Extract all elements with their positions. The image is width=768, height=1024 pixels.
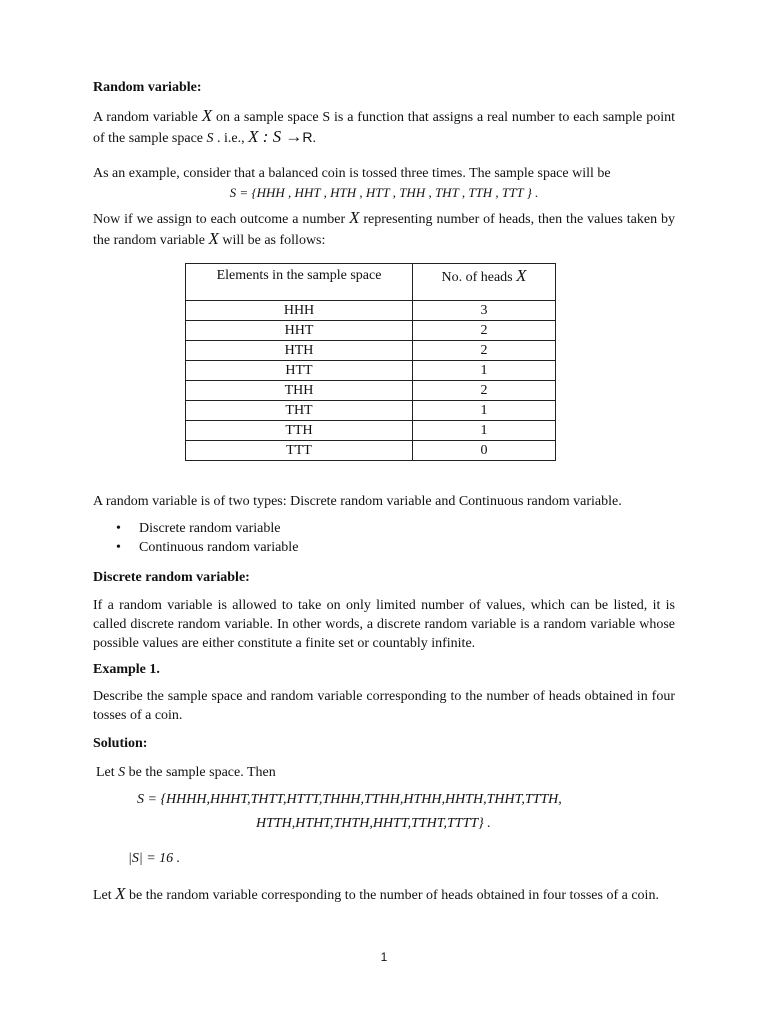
var-s: S [206,131,214,146]
discrete-definition: If a random variable is allowed to take on only limited number of values, which can be listed, it is called discrete random variable. In other words, a discrete random variable is a random variable whose possible values are either constitute a finite set or countably infinite. [93,598,675,651]
sample-space-table [185,263,556,461]
sample-space-cardinality: |S| = 16 . [128,851,181,866]
example-intro: As an example, consider that a balanced coin is tossed three times. The sample space will be [93,166,611,181]
table-row: THH 2 [186,381,556,401]
var-x: X [201,106,213,125]
table-header-heads: No. of heads X [413,264,556,301]
table-row: TTH 1 [186,421,556,441]
heading-random-variable: Random variable: [93,80,202,95]
table-row: TTT 0 [186,441,556,461]
table-header-elements: Elements in the sample space [186,264,413,301]
heading-discrete: Discrete random variable: [93,570,250,585]
table-row: HHH 3 [186,301,556,321]
let-x-sentence: Let X be the random variable corresponding to the number of heads obtained in four tosses of a coin. [93,884,659,903]
table-row: HTH 2 [186,341,556,361]
table-row: HTT 1 [186,361,556,381]
example-1-text: Describe the sample space and random variable corresponding to the number of heads obtained in four tosses of a coin. [93,689,675,723]
sample-space-four-tosses-line2: HTTH,HTHT,THTH,HHTT,TTHT,TTTT} . [256,816,491,831]
types-list [93,519,298,557]
sample-space-four-tosses-line1: S = {HHHH,HHHT,THTT,HTTT,THHH,TTHH,HTHH,HHTH,THHT,TTTH, [137,792,562,807]
mapping-x-s: X : S → [248,127,303,146]
types-sentence: A random variable is of two types: Discrete random variable and Continuous random variable. [93,494,622,509]
bullet-icon: • [116,540,121,555]
table-header-row [186,264,556,301]
random-variable-definition: A random variable X on a sample space S is a function that assigns a real number to each sample point of the sample space S . i.e., X : S →R. [93,106,676,146]
page-number: 1 [380,950,388,964]
list-item: • Continuous random variable [116,540,299,555]
list-item: • Discrete random variable [116,521,281,536]
real-numbers-symbol: R [302,129,313,145]
let-s-sentence: Let S be the sample space. Then [96,765,276,780]
heading-solution: Solution: [93,736,148,751]
table-row: HHT 2 [186,321,556,341]
heading-example-1: Example 1. [93,662,160,677]
assign-paragraph: Now if we assign to each outcome a number X representing number of heads, then the values taken by the random variable X will be as follows: [93,208,675,248]
table-row: THT 1 [186,401,556,421]
bullet-icon: • [116,521,121,536]
sample-space-three-tosses: S = {HHH , HHT , HTH , HTT , THH , THT , TTH , TTT } . [229,185,539,200]
